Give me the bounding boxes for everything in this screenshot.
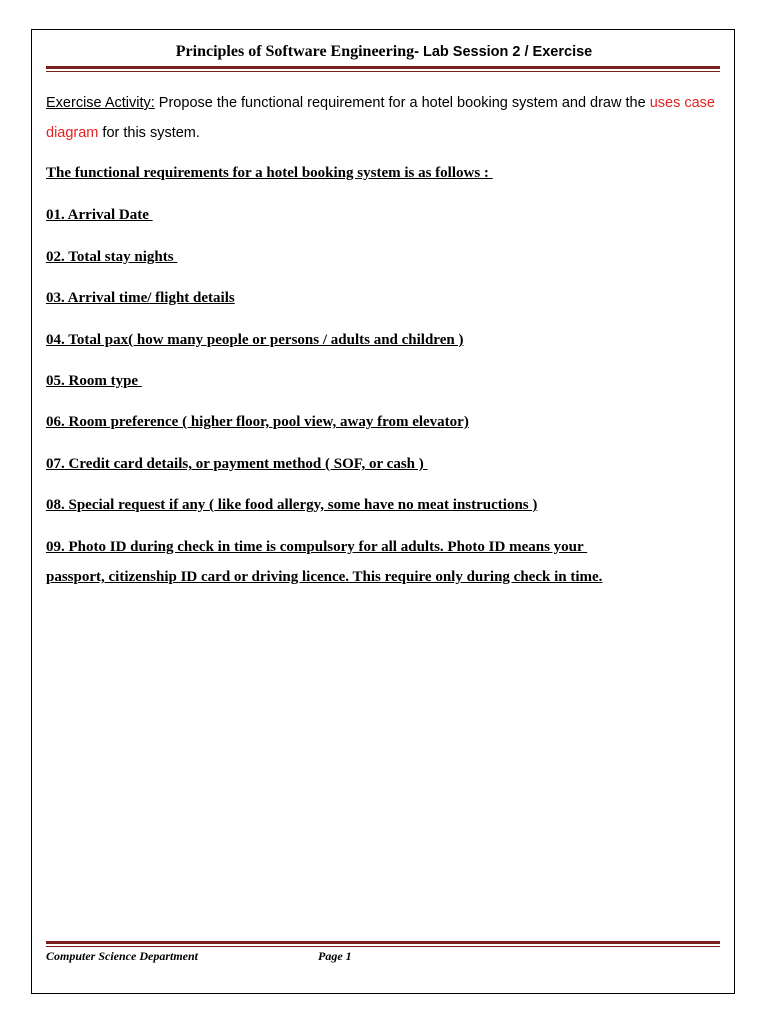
requirement-item: 05. Room type: [46, 373, 142, 389]
requirement-item: 01. Arrival Date: [46, 207, 153, 223]
footer-page-number: Page 1: [318, 949, 352, 963]
exercise-paragraph: [46, 88, 726, 148]
requirement-item: 07. Credit card details, or payment method ( SOF, or cash ): [46, 456, 428, 472]
requirement-item-continued: passport, citizenship ID card or driving licence. This require only during check in time.: [46, 569, 603, 585]
title-session: - Lab Session 2 / Exercise: [414, 44, 593, 60]
exercise-text-before: Propose the functional requirement for a hotel booking system and draw the: [154, 95, 650, 111]
requirement-item: 08. Special request if any ( like food allergy, some have no meat instructions ): [46, 497, 538, 513]
header-rule-thin: [46, 71, 720, 72]
requirements-heading: The functional requirements for a hotel booking system is as follows :: [46, 165, 493, 181]
page-title: [0, 43, 768, 61]
exercise-label: Exercise Activity:: [46, 95, 155, 111]
requirement-item: 06. Room preference ( higher floor, pool view, away from elevator): [46, 414, 469, 430]
requirement-item: 03. Arrival time/ flight details: [46, 290, 235, 306]
footer-department: Computer Science Department: [46, 949, 198, 963]
footer-rule-thin: [46, 946, 720, 947]
exercise-highlight: uses case diagram: [46, 95, 715, 141]
footer-rule-thick: [46, 941, 720, 944]
exercise-text-after: for this system.: [98, 125, 200, 141]
requirement-item: 09. Photo ID during check in time is compulsory for all adults. Photo ID means your: [46, 539, 588, 555]
header-rule-thick: [46, 66, 720, 69]
requirement-item: 04. Total pax( how many people or persons / adults and children ): [46, 332, 464, 348]
requirement-item: 02. Total stay nights: [46, 249, 178, 265]
title-course: Principles of Software Engineering: [175, 43, 415, 60]
